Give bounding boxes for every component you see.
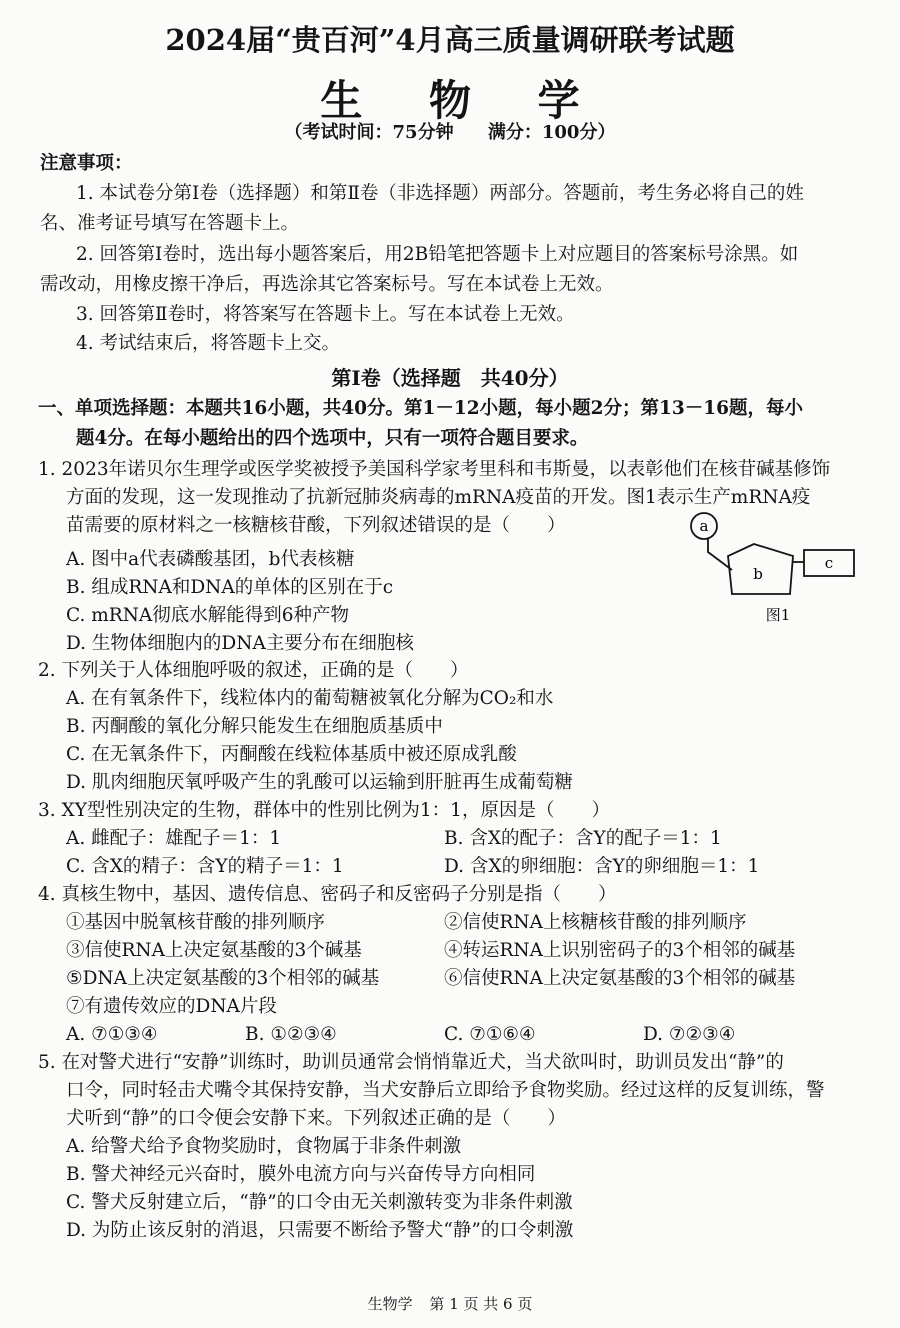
q4-item-5: ⑤DNA上决定氨基酸的3个相邻的碱基 — [66, 968, 380, 989]
q4-item-6: ⑥信使RNA上决定氨基酸的3个相邻的碱基 — [444, 968, 796, 989]
q5-stem-2: 口令，同时轻击犬嘴令其保持安静，当犬安静后立即给予食物奖励。经过这样的反复训练，警 — [66, 1080, 825, 1101]
q4-option-d: D. ⑦②③④ — [643, 1024, 736, 1045]
q4-item-2: ②信使RNA上核糖核苷酸的排列顺序 — [444, 912, 747, 933]
q5-option-d: D. 为防止该反射的消退，只需要不断给予警犬“静”的口令刺激 — [66, 1220, 574, 1241]
q3-stem: 3. XY型性别决定的生物，群体中的性别比例为1：1，原因是（ ） — [38, 800, 610, 821]
figure-label-b: b — [753, 565, 763, 583]
figure-label-c: c — [824, 554, 834, 572]
nucleotide-figure — [688, 512, 868, 632]
exam-info — [0, 118, 900, 144]
notice-line-5: 3. 回答第Ⅱ卷时，将答案写在答题卡上。写在本试卷上无效。 — [76, 304, 575, 325]
notice-line-2: 名、准考证号填写在答题卡上。 — [40, 213, 300, 234]
q2-option-c: C. 在无氧条件下，丙酮酸在线粒体基质中被还原成乳酸 — [66, 744, 517, 765]
q2-option-b: B. 丙酮酸的氧化分解只能发生在细胞质基质中 — [66, 716, 443, 737]
q4-option-c: C. ⑦①⑥④ — [444, 1024, 536, 1045]
q3-option-b: B. 含X的配子：含Y的配子＝1：1 — [444, 828, 722, 849]
q2-stem: 2. 下列关于人体细胞呼吸的叙述，正确的是（ ） — [38, 660, 469, 681]
q4-item-3: ③信使RNA上决定氨基酸的3个碱基 — [66, 940, 362, 961]
q4-option-b: B. ①②③④ — [245, 1024, 337, 1045]
page-footer — [0, 1293, 900, 1314]
q5-stem-1: 5. 在对警犬进行“安静”训练时，助训员通常会悄悄靠近犬，当犬欲叫时，助训员发出“静”的 — [38, 1052, 784, 1073]
subject-title: 生 物 学 — [320, 76, 606, 125]
q1-stem-3: 苗需要的原材料之一核糖核苷酸，下列叙述错误的是（ ） — [66, 515, 566, 536]
notice-heading: 注意事项： — [40, 153, 133, 174]
q1-option-b: B. 组成RNA和DNA的单体的区别在于c — [66, 577, 394, 598]
exam-score: 满分：100分） — [487, 122, 616, 143]
q3-option-d: D. 含X的卵细胞：含Y的卵细胞＝1：1 — [444, 856, 760, 877]
q5-option-b: B. 警犬神经元兴奋时，膜外电流方向与兴奋传导方向相同 — [66, 1164, 536, 1185]
q1-stem-1: 1. 2023年诺贝尔生理学或医学奖被授予美国科学家考里科和韦斯曼，以表彰他们在核苷碱基修饰 — [38, 459, 831, 480]
q4-item-1: ①基因中脱氧核苷酸的排列顺序 — [66, 912, 326, 933]
q1-stem-2: 方面的发现，这一发现推动了抗新冠肺炎病毒的mRNA疫苗的开发。图1表示生产mRNA疫 — [66, 487, 811, 508]
q3-option-c: C. 含X的精子：含Y的精子＝1：1 — [66, 856, 344, 877]
q2-option-d: D. 肌肉细胞厌氧呼吸产生的乳酸可以运输到肝脏再生成葡萄糖 — [66, 772, 573, 793]
q1-option-d: D. 生物体细胞内的DNA主要分布在细胞核 — [66, 633, 414, 654]
q5-stem-3: 犬听到“静”的口令便会安静下来。下列叙述正确的是（ ） — [66, 1108, 566, 1129]
q1-option-c: C. mRNA彻底水解能得到6种产物 — [66, 605, 350, 626]
notice-line-4: 需改动，用橡皮擦干净后，再选涂其它答案标号。写在本试卷上无效。 — [40, 274, 614, 295]
q3-option-a: A. 雌配子：雄配子＝1：1 — [66, 828, 282, 849]
footer-subject: 生物学 — [367, 1295, 413, 1313]
q5-option-a: A. 给警犬给予食物奖励时，食物属于非条件刺激 — [66, 1136, 462, 1157]
q2-option-a: A. 在有氧条件下，线粒体内的葡萄糖被氧化分解为CO₂和水 — [66, 688, 554, 709]
notice-line-6: 4. 考试结束后，将答题卡上交。 — [76, 333, 341, 354]
notice-line-3: 2. 回答第Ⅰ卷时，选出每小题答案后，用2B铅笔把答题卡上对应题目的答案标号涂黑。如 — [76, 244, 799, 265]
figure-caption: 图1 — [765, 606, 791, 624]
footer-page-number: 第 1 页 共 6 页 — [429, 1295, 533, 1313]
q5-option-c: C. 警犬反射建立后，“静”的口令由无关刺激转变为非条件刺激 — [66, 1192, 573, 1213]
q1-option-a: A. 图中a代表磷酸基团，b代表核糖 — [66, 549, 355, 570]
section-title: 第Ⅰ卷（选择题 共40分） — [331, 366, 569, 390]
q4-item-4: ④转运RNA上识别密码子的3个相邻的碱基 — [444, 940, 796, 961]
notice-line-1: 1. 本试卷分第Ⅰ卷（选择题）和第Ⅱ卷（非选择题）两部分。答题前，考生务必将自己的姓 — [76, 183, 804, 204]
exam-time: （考试时间：75分钟 — [284, 122, 454, 143]
q4-stem: 4. 真核生物中，基因、遗传信息、密码子和反密码子分别是指（ ） — [38, 884, 617, 905]
figure-label-a: a — [699, 517, 709, 535]
exam-title: 2024届“贵百河”4月高三质量调研联考试题 — [165, 23, 735, 57]
q4-item-7: ⑦有遗传效应的DNA片段 — [66, 996, 277, 1017]
section-intro-1: 一、单项选择题：本题共16小题，共40分。第1－12小题，每小题2分；第13－16题，每小 — [38, 398, 803, 419]
q4-option-a: A. ⑦①③④ — [66, 1024, 158, 1045]
section-intro-2: 题4分。在每小题给出的四个选项中，只有一项符合题目要求。 — [76, 428, 589, 449]
